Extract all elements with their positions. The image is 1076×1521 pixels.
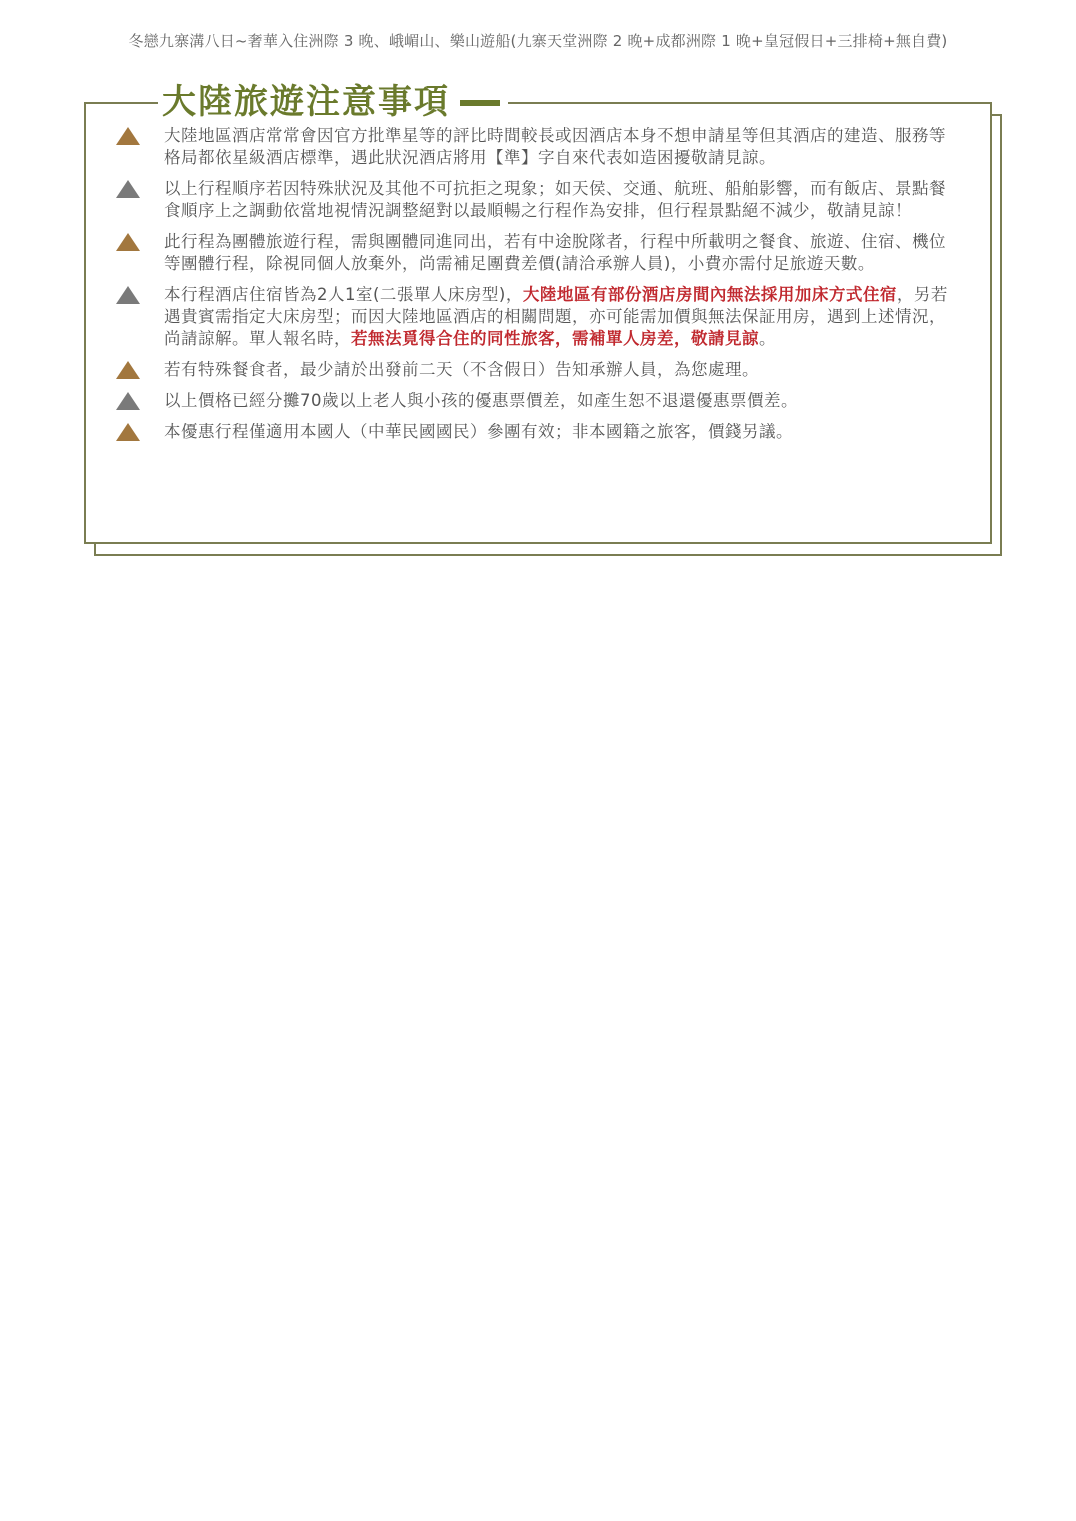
- notice-list: [116, 125, 956, 452]
- notice-text-segment: 若有特殊餐食者，最少請於出發前二天（不含假日）告知承辦人員，為您處理。: [164, 360, 759, 379]
- notice-item-text: [164, 390, 798, 412]
- warning-triangle-icon: [116, 423, 140, 441]
- notice-item-text: [164, 421, 793, 443]
- notice-text-segment: 以上價格已經分攤70歲以上老人與小孩的優惠票價差，如產生恕不退還優惠票價差。: [164, 391, 798, 410]
- notice-item: [116, 284, 956, 350]
- notice-text-segment: 本優惠行程僅適用本國人（中華民國國民）參團有效；非本國籍之旅客，價錢另議。: [164, 422, 793, 441]
- notice-item-text: [164, 359, 759, 381]
- title-underline-bar: [460, 100, 500, 106]
- notice-item: [116, 359, 956, 381]
- warning-triangle-icon: [116, 361, 140, 379]
- notice-text-segment: ，另若遇貴賓需指定大床房型；而因大陸地區酒店的相關問題，亦可能需加價與無法保証用房，遇到上述情況，尚請諒解。單人報名時，: [164, 285, 948, 348]
- notice-title: 大陸旅遊注意事項: [162, 81, 450, 122]
- notice-text-segment: 本行程酒店住宿皆為2人1室(二張單人床房型)，: [164, 285, 523, 304]
- notice-item: [116, 390, 956, 412]
- warning-triangle-icon: [116, 286, 140, 304]
- notice-item: [116, 231, 956, 275]
- warning-triangle-icon: [116, 392, 140, 410]
- notice-text-segment: 。: [759, 329, 776, 348]
- notice-item: [116, 178, 956, 222]
- warning-triangle-icon: [116, 127, 140, 145]
- notice-text-segment: 此行程為團體旅遊行程，需與團體同進同出，若有中途脫隊者，行程中所載明之餐食、旅遊、住宿、機位等團體行程，除視同個人放棄外，尚需補足團費差價(請洽承辦人員)，小費亦需付足旅遊天數。: [164, 232, 946, 273]
- notice-item: [116, 125, 956, 169]
- warning-triangle-icon: [116, 233, 140, 251]
- warning-triangle-icon: [116, 180, 140, 198]
- notice-highlight-text: 若無法覓得合住的同性旅客，需補單人房差，敬請見諒: [351, 329, 759, 348]
- notice-text-segment: 以上行程順序若因特殊狀況及其他不可抗拒之現象；如天侯、交通、航班、船舶影響，而有飯店、景點餐食順序上之調動依當地視情況調整絕對以最順暢之行程作為安排，但行程景點絕不減少，敬請見諒！: [164, 179, 946, 220]
- notice-item-text: [164, 178, 956, 222]
- page-header: 冬戀九寨溝八日~奢華入住洲際 3 晚、峨嵋山、樂山遊船(九寨天堂洲際 2 晚+成都洲際 1 晚+皇冠假日+三排椅+無自費): [128, 32, 948, 50]
- notice-highlight-text: 大陸地區有部份酒店房間內無法採用加床方式住宿: [522, 285, 897, 304]
- notice-item: [116, 421, 956, 443]
- notice-title-block: [158, 76, 508, 120]
- notice-item-text: [164, 125, 956, 169]
- notice-item-text: [164, 231, 956, 275]
- notice-item-text: [164, 284, 956, 350]
- notice-text-segment: 大陸地區酒店常常會因官方批準星等的評比時間較長或因酒店本身不想申請星等但其酒店的建造、服務等格局都依星級酒店標準，遇此狀況酒店將用【準】字自來代表如造困擾敬請見諒。: [164, 126, 946, 167]
